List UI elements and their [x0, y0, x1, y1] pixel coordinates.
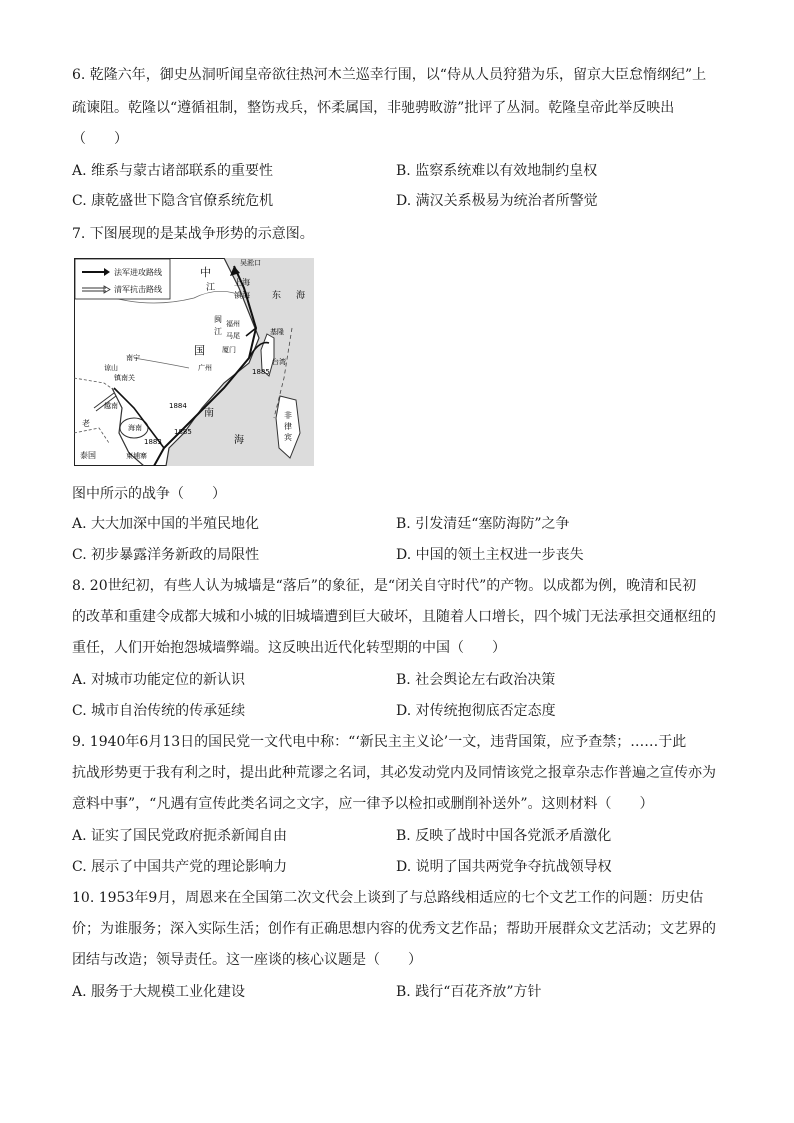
map-label-jiang: 江 [206, 283, 216, 293]
map-label-guangzhou: 广州 [198, 364, 212, 372]
map-label-wusong: 吴淞口 [240, 259, 261, 267]
q6-option-d[interactable]: D. 满汉关系极易为统治者所警觉 [396, 193, 598, 209]
q7-option-d[interactable]: D. 中国的领土主权进一步丧失 [396, 547, 584, 563]
map-label-yuenan: 越南 [104, 402, 118, 410]
q8-line1: 8. 20世纪初，有些人认为城墙是“落后”的象征，是“闭关自守时代”的产物。以成都为例，晚清和民初 [72, 578, 697, 594]
q6-option-c[interactable]: C. 康乾盛世下隐含官僚系统危机 [72, 193, 274, 209]
map-label-min: 闽 [214, 315, 222, 324]
map-label-feilvbin-2: 律 [284, 422, 292, 431]
map-label-zhenhai: 镇海 [234, 291, 250, 300]
q10-line2: 价；为谁服务；深入实际生活；创作有正确思想内容的优秀文艺作品；帮助开展群众文艺活动；文艺界的 [72, 921, 716, 937]
q9-option-c[interactable]: C. 展示了中国共产党的理论影响力 [72, 859, 288, 875]
map-label-year-3: 1883 [144, 438, 162, 446]
map-label-langshan: 谅山 [104, 364, 118, 372]
q8-option-c[interactable]: C. 城市自治传统的传承延续 [72, 703, 246, 719]
map-label-jiang-2: 江 [214, 327, 222, 336]
map-label-xiamen: 厦门 [222, 346, 236, 354]
q8-line3: 重任，人们开始抱怨城墙弊端。这反映出近代化转型期的中国（ ） [72, 640, 506, 656]
map-label-nan: 南 [204, 408, 214, 419]
q6-line2: 疏谏阻。乾隆以“遵循祖制，整饬戎兵，怀柔属国，非驰骋畋游”批评了丛洞。乾隆皇帝此举反映出 [72, 100, 675, 116]
map-label-hainan: 海南 [128, 424, 142, 432]
legend-french-route: 法军进攻路线 [114, 268, 162, 277]
q7-option-c[interactable]: C. 初步暴露洋务新政的局限性 [72, 547, 260, 563]
q10-line1: 10. 1953年9月，周恩来在全国第二次文代会上谈到了与总路线相适应的七个文艺工作的问题：历史估 [72, 890, 704, 906]
q10-option-b[interactable]: B. 践行“百花齐放”方针 [396, 984, 542, 1000]
map-label-taiguo: 泰国 [80, 451, 96, 460]
q7-question: 图中所示的战争（ ） [72, 486, 226, 502]
q7-option-a[interactable]: A. 大大加深中国的半殖民地化 [72, 516, 260, 532]
map-label-donghai-1: 东 [272, 291, 282, 301]
q9-line1: 9. 1940年6月13日的国民党一文代电中称：“‘新民主主义论’一文，违背国策，应予查禁；……于此 [72, 734, 687, 750]
map-label-ganpuzhai: 柬埔寨 [126, 452, 147, 460]
q8-option-a[interactable]: A. 对城市功能定位的新认识 [72, 672, 246, 688]
q8-option-b[interactable]: B. 社会舆论左右政治决策 [396, 672, 556, 688]
map-label-china-1: 中 [200, 266, 211, 279]
q8-line2: 的改革和重建令成都大城和小城的旧城墙遭到巨大破坏，且随着人口增长，四个城门无法承担交通枢纽的 [72, 609, 716, 625]
q9-option-b[interactable]: B. 反映了战时中国各党派矛盾激化 [396, 828, 612, 844]
q9-line2: 抗战形势更于我有利之时，提出此种荒谬之名词，其必发动党内及同情该党之报章杂志作普遍之宣传亦为 [72, 765, 716, 781]
q6-line3: （ ） [72, 131, 128, 147]
map-label-taiwan: 台湾 [272, 358, 286, 366]
q9-line3: 意料中事”，“凡遇有宣传此类名词之文字，应一律予以检扣或删削补送外”。这则材料（ ） [72, 796, 654, 812]
map-label-donghai-2: 海 [296, 291, 306, 301]
q7-stem: 7. 下图展现的是某战争形势的示意图。 [72, 226, 314, 242]
map-label-hai: 海 [234, 435, 244, 446]
map-label-fuzhou: 福州 [226, 320, 240, 328]
legend-qing-route: 清军抗击路线 [114, 285, 162, 294]
q10-line3: 团结与改造；领导责任。这一座谈的核心议题是（ ） [72, 952, 422, 968]
q6-option-b[interactable]: B. 监察系统难以有效地制约皇权 [396, 163, 598, 179]
map-label-china-2: 国 [194, 344, 205, 357]
q9-option-d[interactable]: D. 说明了国共两党争夺抗战领导权 [396, 859, 612, 875]
q8-option-d[interactable]: D. 对传统抱彻底否定态度 [396, 703, 556, 719]
map-label-year-1: 1885 [252, 368, 270, 376]
map-label-feilvbin-1: 非 [284, 411, 292, 420]
q6-option-a[interactable]: A. 维系与蒙古诸部联系的重要性 [72, 163, 274, 179]
map-label-shanghai: 上海 [234, 278, 250, 287]
war-situation-map [74, 258, 314, 466]
map-label-zhennanguan: 镇南关 [114, 374, 135, 382]
q7-option-b[interactable]: B. 引发清廷“塞防海防”之争 [396, 516, 570, 532]
map-label-feilvbin-3: 宾 [284, 433, 292, 442]
map-label-jilong: 基隆 [270, 328, 284, 336]
q6-line1: 6. 乾隆六年，御史丛洞听闻皇帝欲往热河木兰巡幸行围，以“侍从人员狩猎为乐，留京大臣怠惰纲纪”上 [72, 67, 707, 83]
q9-option-a[interactable]: A. 证实了国民党政府扼杀新闻自由 [72, 828, 288, 844]
map-label-mawei: 马尾 [226, 332, 240, 340]
map-label-laowo: 老 [82, 419, 90, 428]
map-label-nanning: 南宁 [126, 354, 140, 362]
map-label-year-4: 1885 [174, 428, 192, 436]
q10-option-a[interactable]: A. 服务于大规模工业化建设 [72, 984, 246, 1000]
map-label-year-2: 1884 [169, 402, 187, 410]
